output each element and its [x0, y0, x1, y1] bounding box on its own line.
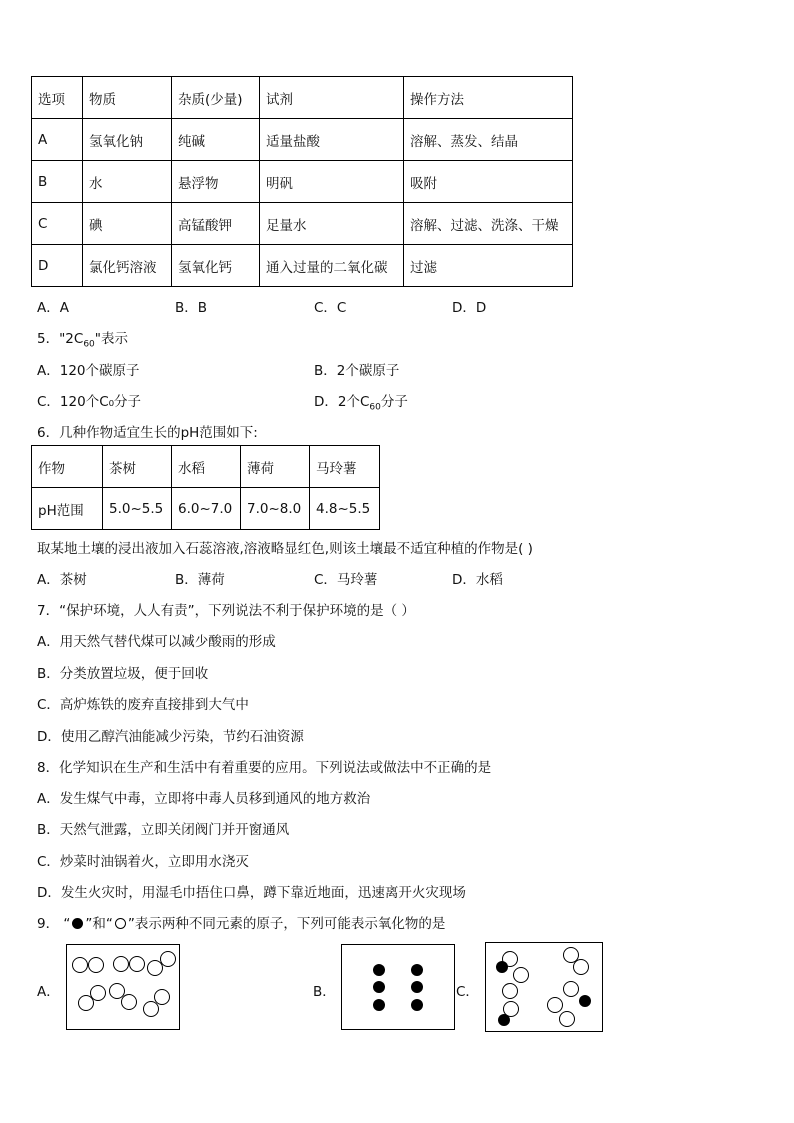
table-cell: 过滤 — [404, 245, 573, 287]
hollow-atom-icon — [88, 957, 104, 973]
q9-stem-part: ”表示两种不同元素的原子，下列可能表示氧化物的是 — [127, 916, 446, 932]
hollow-atom-icon — [129, 956, 145, 972]
q9-option-b-diagram[interactable] — [341, 944, 455, 1030]
filled-atom-icon — [72, 918, 83, 929]
filled-atom-icon — [496, 961, 508, 973]
table-cell: 氯化钙溶液 — [83, 245, 172, 287]
table-cell: 4.8~5.5 — [310, 488, 380, 530]
table-cell: 6.0~7.0 — [172, 488, 241, 530]
q5-stem — [37, 327, 128, 350]
table-cell: C — [32, 203, 83, 245]
header-cell: 选项 — [32, 77, 83, 119]
q8-option-c[interactable]: C．炒菜时油锅着火，立即用水浇灭 — [37, 854, 249, 870]
hollow-atom-icon — [78, 995, 94, 1011]
q6-question: 取某地土壤的浸出液加入石蕊溶液,溶液略显红色,则该土壤最不适宜种植的作物是( ) — [37, 541, 533, 557]
hollow-atom-icon — [154, 989, 170, 1005]
filled-atom-icon — [373, 981, 385, 993]
q9-option-c-label[interactable]: C． — [456, 984, 479, 1000]
q4-table — [31, 76, 573, 287]
table-row — [32, 245, 573, 287]
q4-option-c[interactable]: C．C — [314, 300, 347, 316]
table-cell: D — [32, 245, 83, 287]
q8-stem: 8．化学知识在生产和生活中有着重要的应用。下列说法或做法中不正确的是 — [37, 760, 492, 776]
header-cell: 操作方法 — [404, 77, 573, 119]
table-row — [32, 488, 380, 530]
table-cell: 7.0~8.0 — [241, 488, 310, 530]
table-cell: 氢氧化钙 — [172, 245, 260, 287]
q9-stem-part: ”和“ — [85, 916, 113, 932]
hollow-atom-icon — [513, 967, 529, 983]
q5-option-b[interactable]: B．2个碳原子 — [314, 363, 400, 379]
table-cell: 悬浮物 — [172, 161, 260, 203]
table-header-row — [32, 77, 573, 119]
q6-option-c[interactable]: C．马玲薯 — [314, 572, 378, 588]
table-cell: 碘 — [83, 203, 172, 245]
q8-option-b[interactable]: B．天然气泄露，立即关闭阀门并开窗通风 — [37, 822, 290, 838]
filled-atom-icon — [373, 999, 385, 1011]
table-cell: 适量盐酸 — [260, 119, 404, 161]
table-cell: 5.0~5.5 — [103, 488, 172, 530]
q5-option-c[interactable]: C．120个C₀分子 — [37, 394, 142, 410]
q6-table — [31, 445, 380, 530]
hollow-atom-icon — [113, 956, 129, 972]
table-cell: 马玲薯 — [310, 446, 380, 488]
table-cell: 水 — [83, 161, 172, 203]
header-cell: 物质 — [83, 77, 172, 119]
header-cell: 杂质(少量) — [172, 77, 260, 119]
table-cell: 茶树 — [103, 446, 172, 488]
filled-atom-icon — [498, 1014, 510, 1026]
table-cell: 作物 — [32, 446, 103, 488]
table-row — [32, 161, 573, 203]
q5-option-d[interactable] — [314, 390, 408, 413]
table-cell: pH范围 — [32, 488, 103, 530]
table-cell: 薄荷 — [241, 446, 310, 488]
q9-option-c-diagram[interactable] — [485, 942, 603, 1032]
filled-atom-icon — [411, 964, 423, 976]
table-cell: 纯碱 — [172, 119, 260, 161]
hollow-atom-icon — [573, 959, 589, 975]
q7-option-a[interactable]: A．用天然气替代煤可以减少酸雨的形成 — [37, 634, 276, 650]
q8-option-a[interactable]: A．发生煤气中毒，立即将中毒人员移到通风的地方救治 — [37, 791, 371, 807]
table-cell: A — [32, 119, 83, 161]
table-row — [32, 446, 380, 488]
filled-atom-icon — [373, 964, 385, 976]
hollow-atom-icon — [563, 981, 579, 997]
table-cell: 溶解、过滤、洗涤、干燥 — [404, 203, 573, 245]
table-cell: 吸附 — [404, 161, 573, 203]
q6-option-d[interactable]: D．水稻 — [452, 572, 503, 588]
hollow-atom-icon — [559, 1011, 575, 1027]
q4-option-a[interactable]: A．A — [37, 300, 69, 316]
table-cell: 氢氧化钠 — [83, 119, 172, 161]
table-cell: 溶解、蒸发、结晶 — [404, 119, 573, 161]
q4-option-b[interactable]: B．B — [175, 300, 208, 316]
hollow-atom-icon — [115, 918, 126, 929]
filled-atom-icon — [411, 981, 423, 993]
table-cell: 明矾 — [260, 161, 404, 203]
table-cell: 水稻 — [172, 446, 241, 488]
q5-stem-suffix: "表示 — [94, 331, 128, 347]
q6-option-b[interactable]: B．薄荷 — [175, 572, 225, 588]
q9-stem — [37, 912, 445, 932]
q5-option-d-subscript: 60 — [369, 402, 381, 413]
filled-atom-icon — [411, 999, 423, 1011]
table-cell: B — [32, 161, 83, 203]
q7-stem: 7．“保护环境，人人有责”，下列说法不利于保护环境的是（ ） — [37, 603, 415, 619]
q7-option-d[interactable]: D．使用乙醇汽油能减少污染，节约石油资源 — [37, 729, 304, 745]
q5-stem-prefix: 5．"2C — [37, 331, 84, 347]
q5-option-d-prefix: D．2个C — [314, 394, 370, 410]
table-cell: 通入过量的二氧化碳 — [260, 245, 404, 287]
table-cell: 高锰酸钾 — [172, 203, 260, 245]
hollow-atom-icon — [72, 957, 88, 973]
hollow-atom-icon — [121, 994, 137, 1010]
q8-option-d[interactable]: D．发生火灾时，用湿毛巾捂住口鼻，蹲下靠近地面，迅速离开火灾现场 — [37, 885, 466, 901]
q9-option-a-diagram[interactable] — [66, 944, 180, 1030]
q7-option-b[interactable]: B．分类放置垃圾，便于回收 — [37, 666, 209, 682]
q4-option-d[interactable]: D．D — [452, 300, 487, 316]
q6-stem: 6．几种作物适宜生长的pH范围如下: — [37, 425, 258, 441]
table-cell: 足量水 — [260, 203, 404, 245]
q9-option-b-label[interactable]: B． — [313, 984, 336, 1000]
q6-option-a[interactable]: A．茶树 — [37, 572, 87, 588]
filled-atom-icon — [579, 995, 591, 1007]
q9-option-a-label[interactable]: A． — [37, 984, 60, 1000]
hollow-atom-icon — [547, 997, 563, 1013]
q9-stem-part: 9． “ — [37, 916, 71, 932]
q5-stem-subscript: 60 — [83, 339, 95, 350]
table-row — [32, 203, 573, 245]
q7-option-c[interactable]: C．高炉炼铁的废弃直接排到大气中 — [37, 697, 249, 713]
hollow-atom-icon — [502, 983, 518, 999]
q5-option-a[interactable]: A．120个碳原子 — [37, 363, 140, 379]
table-row — [32, 119, 573, 161]
q5-option-d-suffix: 分子 — [380, 394, 408, 410]
hollow-atom-icon — [160, 951, 176, 967]
header-cell: 试剂 — [260, 77, 404, 119]
